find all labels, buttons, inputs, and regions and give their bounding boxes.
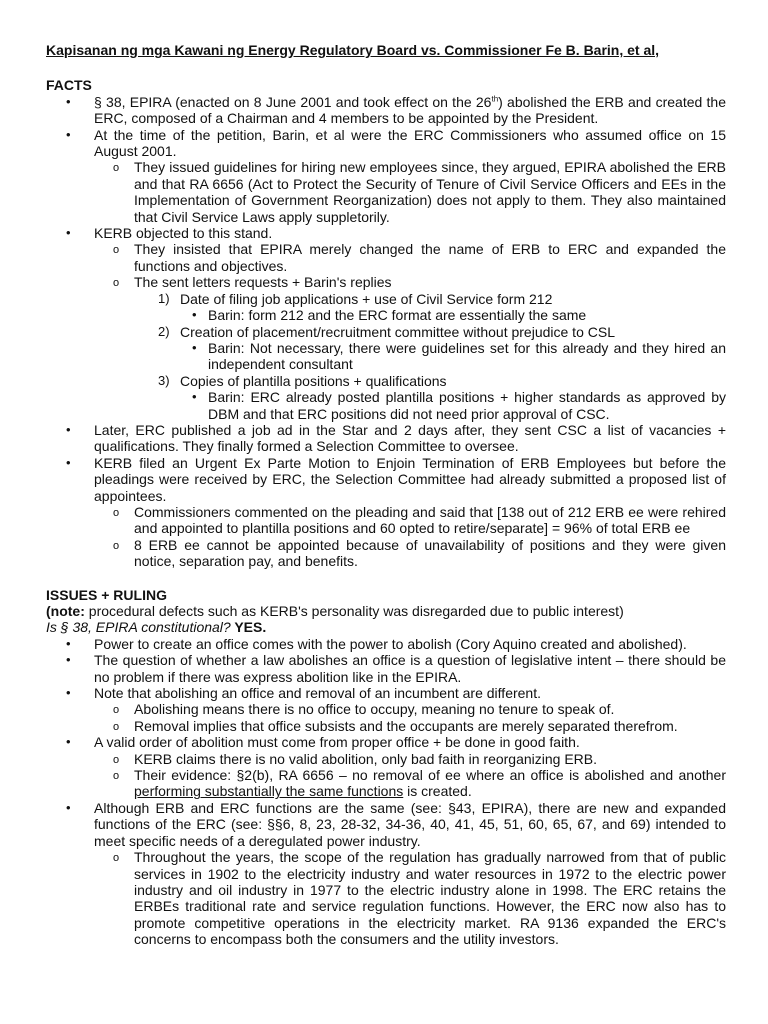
bullet-icon: • bbox=[66, 734, 71, 750]
circle-bullet-icon: o bbox=[113, 539, 120, 552]
list-item: • Note that abolishing an office and removal of an incumbent are different. bbox=[66, 685, 541, 702]
bullet-icon: • bbox=[66, 652, 71, 668]
circle-bullet-icon: o bbox=[113, 162, 120, 175]
circle-bullet-icon: o bbox=[113, 852, 120, 865]
list-item: o Abolishing means there is no office to occupy, meaning no tenure to speak of. bbox=[113, 701, 615, 718]
bullet-icon: • bbox=[66, 126, 71, 142]
list-item: • KERB objected to this stand. bbox=[66, 225, 273, 242]
circle-bullet-icon: o bbox=[113, 753, 120, 766]
list-item: o Their evidence: §2(b), RA 6656 – no removal of ee where an office is abolished and another performing substantially the same functions is created. bbox=[113, 767, 726, 800]
number-marker: 2) bbox=[158, 323, 170, 339]
list-item: • KERB filed an Urgent Ex Parte Motion to Enjoin Termination of ERB Employees but before the pleadings were received by ERC, the Selection Committee had already submitted a proposed list of appointees. bbox=[66, 454, 726, 504]
issue-question: Is § 38, EPIRA constitutional? YES. bbox=[46, 619, 267, 636]
numbered-item: 3) Copies of plantilla positions + qualifications bbox=[158, 372, 447, 389]
circle-bullet-icon: o bbox=[113, 720, 120, 733]
bullet-icon: • bbox=[192, 307, 197, 323]
bullet-icon: • bbox=[66, 799, 71, 815]
circle-bullet-icon: o bbox=[113, 704, 120, 717]
list-item: o The sent letters requests + Barin's replies bbox=[113, 274, 392, 291]
list-item: o They issued guidelines for hiring new employees since, they argued, EPIRA abolished the ERB and that RA 6656 (Act to Protect the Security of Tenure of Civil Service Officers and EEs in the Implementation of Government Reorganization) does not apply to them. They also maintained that Civil Service Laws apply suppletorily. bbox=[113, 159, 726, 225]
note-line: (note: procedural defects such as KERB's personality was disregarded due to public interest) bbox=[46, 603, 624, 619]
list-item: • Barin: form 212 and the ERC format are essentially the same bbox=[192, 307, 587, 324]
circle-bullet-icon: o bbox=[113, 770, 120, 783]
circle-bullet-icon: o bbox=[113, 244, 120, 257]
list-item: o Removal implies that office subsists and the occupants are merely separated therefrom. bbox=[113, 717, 678, 734]
list-item: • Later, ERC published a job ad in the Star and 2 days after, they sent CSC a list of vacancies + qualifications. They finally formed a Selection Committee to oversee. bbox=[66, 421, 726, 455]
bullet-icon: • bbox=[66, 421, 71, 437]
bullet-icon: • bbox=[66, 635, 71, 651]
bullet-icon: • bbox=[66, 454, 71, 470]
number-marker: 3) bbox=[158, 372, 170, 388]
bullet-icon: • bbox=[66, 93, 71, 109]
facts-heading: FACTS bbox=[46, 77, 92, 94]
list-item: o KERB claims there is no valid abolition, only bad faith in reorganizing ERB. bbox=[113, 750, 598, 767]
numbered-item: 1) Date of filing job applications + use of Civil Service form 212 bbox=[158, 290, 553, 307]
list-item: • The question of whether a law abolishes an office is a question of legislative intent – there should be no problem if there was express abolition like in the EPIRA. bbox=[66, 652, 726, 685]
list-item: • Power to create an office comes with the power to abolish (Cory Aquino created and abolished). bbox=[66, 635, 687, 652]
list-item: o Throughout the years, the scope of the regulation has gradually narrowed from that of public services in 1902 to the electricity industry and water resources in 1972 to the electric power industry and oil industry in 1977 to the electric industry alone in 1998. The ERC retains the ERBEs traditional rate and service regulation functions. However, the ERC now also has to promote competitive operations in the electricity market. RA 9136 expanded the ERC's concerns to encompass both the consumers and the utility investors. bbox=[113, 849, 726, 948]
issues-heading: ISSUES + RULING bbox=[46, 586, 167, 603]
circle-bullet-icon: o bbox=[113, 506, 120, 519]
numbered-item: 2) Creation of placement/recruitment committee without prejudice to CSL bbox=[158, 323, 615, 340]
document-page bbox=[46, 42, 726, 948]
list-item: • At the time of the petition, Barin, et al were the ERC Commissioners who assumed office on 15 August 2001. bbox=[66, 126, 726, 160]
section-gap bbox=[46, 570, 726, 587]
bullet-icon: • bbox=[192, 389, 197, 405]
number-marker: 1) bbox=[158, 290, 170, 306]
bullet-icon: • bbox=[66, 685, 71, 701]
list-item: • A valid order of abolition must come from proper office + be done in good faith. bbox=[66, 734, 580, 751]
case-title: Kapisanan ng mga Kawani ng Energy Regulatory Board vs. Commissioner Fe B. Barin, et al, bbox=[46, 42, 660, 58]
list-item: • Barin: Not necessary, there were guidelines set for this already and they hired an independent consultant bbox=[192, 339, 726, 373]
list-item: o 8 ERB ee cannot be appointed because of unavailability of positions and they were given notice, separation pay, and benefits. bbox=[113, 536, 726, 570]
circle-bullet-icon: o bbox=[113, 277, 120, 290]
bullet-icon: • bbox=[66, 225, 71, 241]
list-item: • Barin: ERC already posted plantilla positions + higher standards as approved by DBM and that ERC positions did not need prior approval of CSC. bbox=[192, 389, 726, 422]
list-item: o They insisted that EPIRA merely changed the name of ERB to ERC and expanded the functions and objectives. bbox=[113, 241, 726, 274]
bullet-icon: • bbox=[192, 339, 197, 355]
list-item: • Although ERB and ERC functions are the same (see: §43, EPIRA), there are new and expanded functions of the ERC (see: §§6, 8, 23, 28-32, 34-36, 40, 41, 45, 51, 60, 65, 67, and 69) intended to meet specific needs of a deregulated power industry. bbox=[66, 799, 726, 849]
list-item: • § 38, EPIRA (enacted on 8 June 2001 and took effect on the 26th) abolished the ERB and created the ERC, composed of a Chairman and 4 members to be appointed by the President. bbox=[66, 93, 726, 127]
list-item: o Commissioners commented on the pleading and said that [138 out of 212 ERB ee were rehired and appointed to plantilla positions and 60 opted to retire/separate] = 96% of total ERB ee bbox=[113, 503, 726, 537]
